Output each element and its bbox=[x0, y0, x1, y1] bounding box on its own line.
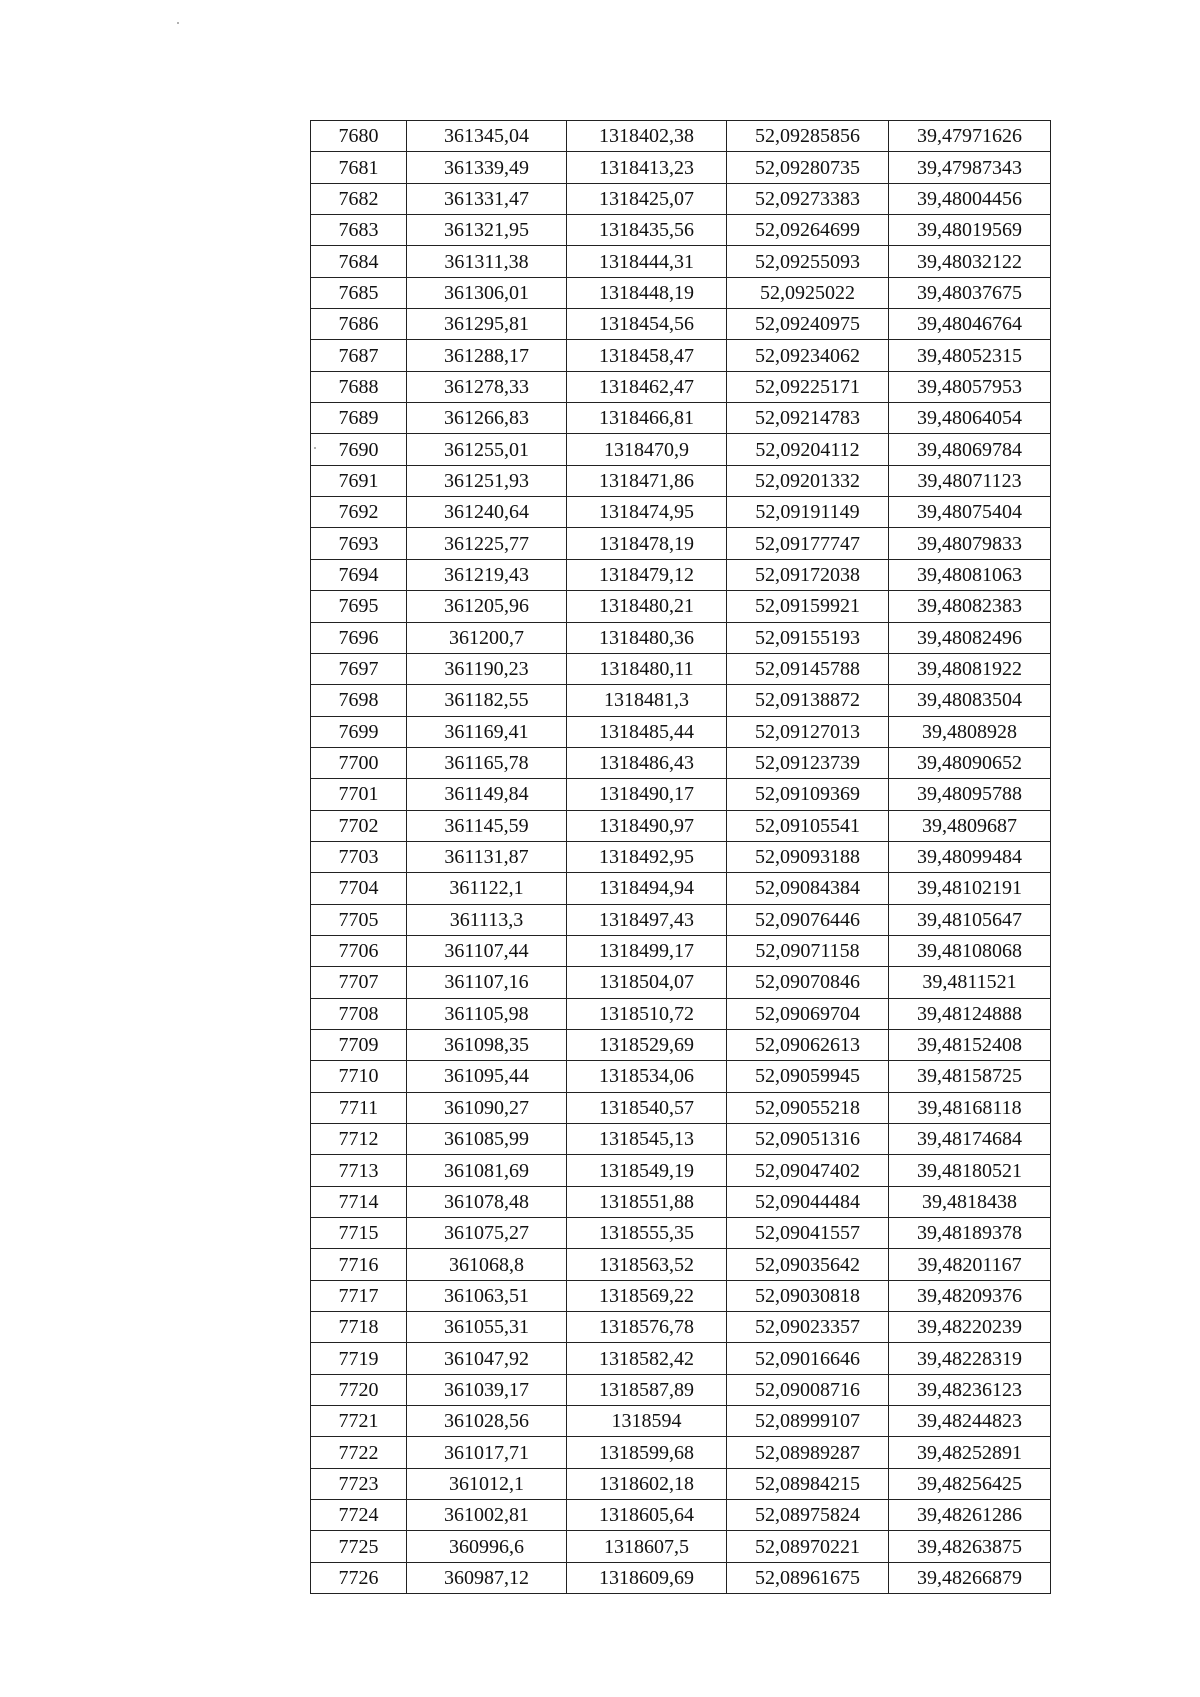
y-coordinate-cell: 1318602,18 bbox=[567, 1468, 727, 1499]
table-row bbox=[311, 1186, 1051, 1217]
x-coordinate-cell: 361169,41 bbox=[407, 716, 567, 747]
point-number-cell: 7724 bbox=[311, 1500, 407, 1531]
latitude-cell: 52,0925022 bbox=[727, 277, 889, 308]
x-coordinate-cell: 361122,1 bbox=[407, 873, 567, 904]
latitude-cell: 52,09044484 bbox=[727, 1186, 889, 1217]
x-coordinate-cell: 361075,27 bbox=[407, 1218, 567, 1249]
latitude-cell: 52,09109369 bbox=[727, 779, 889, 810]
latitude-cell: 52,09127013 bbox=[727, 716, 889, 747]
point-number-cell: 7701 bbox=[311, 779, 407, 810]
latitude-cell: 52,08989287 bbox=[727, 1437, 889, 1468]
longitude-cell: 39,48083504 bbox=[889, 685, 1051, 716]
longitude-cell: 39,48102191 bbox=[889, 873, 1051, 904]
latitude-cell: 52,09191149 bbox=[727, 497, 889, 528]
y-coordinate-cell: 1318462,47 bbox=[567, 371, 727, 402]
latitude-cell: 52,09041557 bbox=[727, 1218, 889, 1249]
latitude-cell: 52,09062613 bbox=[727, 1029, 889, 1060]
y-coordinate-cell: 1318448,19 bbox=[567, 277, 727, 308]
y-coordinate-cell: 1318458,47 bbox=[567, 340, 727, 371]
point-number-cell: 7684 bbox=[311, 246, 407, 277]
point-number-cell: 7696 bbox=[311, 622, 407, 653]
y-coordinate-cell: 1318471,86 bbox=[567, 465, 727, 496]
y-coordinate-cell: 1318551,88 bbox=[567, 1186, 727, 1217]
y-coordinate-cell: 1318582,42 bbox=[567, 1343, 727, 1374]
x-coordinate-cell: 361028,56 bbox=[407, 1406, 567, 1437]
point-number-cell: 7690 bbox=[311, 434, 407, 465]
longitude-cell: 39,48052315 bbox=[889, 340, 1051, 371]
latitude-cell: 52,09055218 bbox=[727, 1092, 889, 1123]
point-number-cell: 7713 bbox=[311, 1155, 407, 1186]
x-coordinate-cell: 361219,43 bbox=[407, 559, 567, 590]
x-coordinate-cell: 361205,96 bbox=[407, 591, 567, 622]
latitude-cell: 52,08970221 bbox=[727, 1531, 889, 1562]
longitude-cell: 39,48071123 bbox=[889, 465, 1051, 496]
point-number-cell: 7683 bbox=[311, 215, 407, 246]
longitude-cell: 39,48180521 bbox=[889, 1155, 1051, 1186]
point-number-cell: 7726 bbox=[311, 1562, 407, 1593]
y-coordinate-cell: 1318492,95 bbox=[567, 841, 727, 872]
point-number-cell: 7694 bbox=[311, 559, 407, 590]
table-row bbox=[311, 403, 1051, 434]
table-row bbox=[311, 967, 1051, 998]
table-row bbox=[311, 1531, 1051, 1562]
table-row bbox=[311, 1468, 1051, 1499]
point-number-cell: 7704 bbox=[311, 873, 407, 904]
point-number-cell: 7680 bbox=[311, 121, 407, 152]
x-coordinate-cell: 361266,83 bbox=[407, 403, 567, 434]
point-number-cell: 7711 bbox=[311, 1092, 407, 1123]
longitude-cell: 39,4811521 bbox=[889, 967, 1051, 998]
longitude-cell: 39,48236123 bbox=[889, 1374, 1051, 1405]
point-number-cell: 7706 bbox=[311, 935, 407, 966]
point-number-cell: 7705 bbox=[311, 904, 407, 935]
x-coordinate-cell: 361085,99 bbox=[407, 1124, 567, 1155]
longitude-cell: 39,48201167 bbox=[889, 1249, 1051, 1280]
x-coordinate-cell: 361078,48 bbox=[407, 1186, 567, 1217]
point-number-cell: 7716 bbox=[311, 1249, 407, 1280]
y-coordinate-cell: 1318466,81 bbox=[567, 403, 727, 434]
longitude-cell: 39,48124888 bbox=[889, 998, 1051, 1029]
y-coordinate-cell: 1318444,31 bbox=[567, 246, 727, 277]
latitude-cell: 52,09076446 bbox=[727, 904, 889, 935]
longitude-cell: 39,48019569 bbox=[889, 215, 1051, 246]
point-number-cell: 7715 bbox=[311, 1218, 407, 1249]
y-coordinate-cell: 1318480,36 bbox=[567, 622, 727, 653]
y-coordinate-cell: 1318481,3 bbox=[567, 685, 727, 716]
x-coordinate-cell: 361278,33 bbox=[407, 371, 567, 402]
table-row bbox=[311, 1374, 1051, 1405]
y-coordinate-cell: 1318504,07 bbox=[567, 967, 727, 998]
latitude-cell: 52,09234062 bbox=[727, 340, 889, 371]
latitude-cell: 52,09070846 bbox=[727, 967, 889, 998]
point-number-cell: 7698 bbox=[311, 685, 407, 716]
longitude-cell: 39,48209376 bbox=[889, 1280, 1051, 1311]
y-coordinate-cell: 1318540,57 bbox=[567, 1092, 727, 1123]
longitude-cell: 39,48152408 bbox=[889, 1029, 1051, 1060]
point-number-cell: 7707 bbox=[311, 967, 407, 998]
x-coordinate-cell: 361345,04 bbox=[407, 121, 567, 152]
longitude-cell: 39,48220239 bbox=[889, 1312, 1051, 1343]
latitude-cell: 52,09123739 bbox=[727, 747, 889, 778]
y-coordinate-cell: 1318587,89 bbox=[567, 1374, 727, 1405]
x-coordinate-cell: 361055,31 bbox=[407, 1312, 567, 1343]
point-number-cell: 7685 bbox=[311, 277, 407, 308]
latitude-cell: 52,09240975 bbox=[727, 309, 889, 340]
y-coordinate-cell: 1318609,69 bbox=[567, 1562, 727, 1593]
point-number-cell: 7700 bbox=[311, 747, 407, 778]
table-row bbox=[311, 309, 1051, 340]
latitude-cell: 52,08999107 bbox=[727, 1406, 889, 1437]
longitude-cell: 39,48261286 bbox=[889, 1500, 1051, 1531]
y-coordinate-cell: 1318599,68 bbox=[567, 1437, 727, 1468]
point-number-cell: 7703 bbox=[311, 841, 407, 872]
longitude-cell: 39,48081922 bbox=[889, 653, 1051, 684]
y-coordinate-cell: 1318555,35 bbox=[567, 1218, 727, 1249]
table-row bbox=[311, 215, 1051, 246]
table-row bbox=[311, 1155, 1051, 1186]
y-coordinate-cell: 1318607,5 bbox=[567, 1531, 727, 1562]
point-number-cell: 7691 bbox=[311, 465, 407, 496]
x-coordinate-cell: 361165,78 bbox=[407, 747, 567, 778]
table-row bbox=[311, 1406, 1051, 1437]
x-coordinate-cell: 361002,81 bbox=[407, 1500, 567, 1531]
longitude-cell: 39,48263875 bbox=[889, 1531, 1051, 1562]
table-row bbox=[311, 340, 1051, 371]
latitude-cell: 52,09273383 bbox=[727, 183, 889, 214]
latitude-cell: 52,09105541 bbox=[727, 810, 889, 841]
table-row bbox=[311, 841, 1051, 872]
scan-speck bbox=[177, 22, 179, 24]
y-coordinate-cell: 1318490,17 bbox=[567, 779, 727, 810]
x-coordinate-cell: 361039,17 bbox=[407, 1374, 567, 1405]
table-row bbox=[311, 1500, 1051, 1531]
x-coordinate-cell: 361090,27 bbox=[407, 1092, 567, 1123]
latitude-cell: 52,09155193 bbox=[727, 622, 889, 653]
latitude-cell: 52,09093188 bbox=[727, 841, 889, 872]
x-coordinate-cell: 361149,84 bbox=[407, 779, 567, 810]
table-row bbox=[311, 1249, 1051, 1280]
longitude-cell: 39,48079833 bbox=[889, 528, 1051, 559]
x-coordinate-cell: 361190,23 bbox=[407, 653, 567, 684]
longitude-cell: 39,48004456 bbox=[889, 183, 1051, 214]
table-row bbox=[311, 904, 1051, 935]
y-coordinate-cell: 1318594 bbox=[567, 1406, 727, 1437]
point-number-cell: 7719 bbox=[311, 1343, 407, 1374]
x-coordinate-cell: 361339,49 bbox=[407, 152, 567, 183]
longitude-cell: 39,48174684 bbox=[889, 1124, 1051, 1155]
longitude-cell: 39,48057953 bbox=[889, 371, 1051, 402]
x-coordinate-cell: 361081,69 bbox=[407, 1155, 567, 1186]
y-coordinate-cell: 1318494,94 bbox=[567, 873, 727, 904]
longitude-cell: 39,48095788 bbox=[889, 779, 1051, 810]
point-number-cell: 7722 bbox=[311, 1437, 407, 1468]
point-number-cell: 7708 bbox=[311, 998, 407, 1029]
x-coordinate-cell: 361321,95 bbox=[407, 215, 567, 246]
latitude-cell: 52,09030818 bbox=[727, 1280, 889, 1311]
table-row bbox=[311, 998, 1051, 1029]
table-row bbox=[311, 246, 1051, 277]
point-number-cell: 7709 bbox=[311, 1029, 407, 1060]
table-row bbox=[311, 1061, 1051, 1092]
longitude-cell: 39,48082383 bbox=[889, 591, 1051, 622]
latitude-cell: 52,09225171 bbox=[727, 371, 889, 402]
x-coordinate-cell: 361200,7 bbox=[407, 622, 567, 653]
x-coordinate-cell: 361288,17 bbox=[407, 340, 567, 371]
latitude-cell: 52,08975824 bbox=[727, 1500, 889, 1531]
table-row bbox=[311, 591, 1051, 622]
x-coordinate-cell: 360987,12 bbox=[407, 1562, 567, 1593]
latitude-cell: 52,09159921 bbox=[727, 591, 889, 622]
longitude-cell: 39,48158725 bbox=[889, 1061, 1051, 1092]
table-row bbox=[311, 559, 1051, 590]
latitude-cell: 52,09023357 bbox=[727, 1312, 889, 1343]
table-row bbox=[311, 1312, 1051, 1343]
y-coordinate-cell: 1318534,06 bbox=[567, 1061, 727, 1092]
latitude-cell: 52,09008716 bbox=[727, 1374, 889, 1405]
longitude-cell: 39,48069784 bbox=[889, 434, 1051, 465]
y-coordinate-cell: 1318470,9 bbox=[567, 434, 727, 465]
y-coordinate-cell: 1318480,11 bbox=[567, 653, 727, 684]
longitude-cell: 39,47971626 bbox=[889, 121, 1051, 152]
point-number-cell: 7689 bbox=[311, 403, 407, 434]
table-row bbox=[311, 622, 1051, 653]
table-row bbox=[311, 152, 1051, 183]
point-number-cell: 7697 bbox=[311, 653, 407, 684]
point-number-cell: 7725 bbox=[311, 1531, 407, 1562]
latitude-cell: 52,08984215 bbox=[727, 1468, 889, 1499]
point-number-cell: 7717 bbox=[311, 1280, 407, 1311]
x-coordinate-cell: 361107,16 bbox=[407, 967, 567, 998]
longitude-cell: 39,4808928 bbox=[889, 716, 1051, 747]
point-number-cell: 7692 bbox=[311, 497, 407, 528]
y-coordinate-cell: 1318478,19 bbox=[567, 528, 727, 559]
y-coordinate-cell: 1318549,19 bbox=[567, 1155, 727, 1186]
x-coordinate-cell: 361113,3 bbox=[407, 904, 567, 935]
latitude-cell: 52,09285856 bbox=[727, 121, 889, 152]
longitude-cell: 39,48090652 bbox=[889, 747, 1051, 778]
point-number-cell: 7695 bbox=[311, 591, 407, 622]
x-coordinate-cell: 361095,44 bbox=[407, 1061, 567, 1092]
x-coordinate-cell: 361145,59 bbox=[407, 810, 567, 841]
x-coordinate-cell: 361131,87 bbox=[407, 841, 567, 872]
x-coordinate-cell: 361098,35 bbox=[407, 1029, 567, 1060]
y-coordinate-cell: 1318485,44 bbox=[567, 716, 727, 747]
y-coordinate-cell: 1318454,56 bbox=[567, 309, 727, 340]
latitude-cell: 52,09138872 bbox=[727, 685, 889, 716]
table-row bbox=[311, 1280, 1051, 1311]
point-number-cell: 7720 bbox=[311, 1374, 407, 1405]
longitude-cell: 39,48105647 bbox=[889, 904, 1051, 935]
latitude-cell: 52,08961675 bbox=[727, 1562, 889, 1593]
y-coordinate-cell: 1318413,23 bbox=[567, 152, 727, 183]
y-coordinate-cell: 1318402,38 bbox=[567, 121, 727, 152]
latitude-cell: 52,09204112 bbox=[727, 434, 889, 465]
x-coordinate-cell: 361047,92 bbox=[407, 1343, 567, 1374]
y-coordinate-cell: 1318510,72 bbox=[567, 998, 727, 1029]
longitude-cell: 39,48082496 bbox=[889, 622, 1051, 653]
latitude-cell: 52,09280735 bbox=[727, 152, 889, 183]
point-number-cell: 7686 bbox=[311, 309, 407, 340]
longitude-cell: 39,48037675 bbox=[889, 277, 1051, 308]
table-row bbox=[311, 1218, 1051, 1249]
y-coordinate-cell: 1318545,13 bbox=[567, 1124, 727, 1155]
table-row bbox=[311, 1124, 1051, 1155]
latitude-cell: 52,09069704 bbox=[727, 998, 889, 1029]
point-number-cell: 7714 bbox=[311, 1186, 407, 1217]
latitude-cell: 52,09264699 bbox=[727, 215, 889, 246]
table-row bbox=[311, 779, 1051, 810]
point-number-cell: 7718 bbox=[311, 1312, 407, 1343]
longitude-cell: 39,4818438 bbox=[889, 1186, 1051, 1217]
y-coordinate-cell: 1318497,43 bbox=[567, 904, 727, 935]
latitude-cell: 52,09051316 bbox=[727, 1124, 889, 1155]
point-number-cell: 7723 bbox=[311, 1468, 407, 1499]
point-number-cell: 7710 bbox=[311, 1061, 407, 1092]
point-number-cell: 7712 bbox=[311, 1124, 407, 1155]
table-row bbox=[311, 121, 1051, 152]
longitude-cell: 39,48244823 bbox=[889, 1406, 1051, 1437]
y-coordinate-cell: 1318486,43 bbox=[567, 747, 727, 778]
y-coordinate-cell: 1318425,07 bbox=[567, 183, 727, 214]
longitude-cell: 39,48266879 bbox=[889, 1562, 1051, 1593]
point-number-cell: 7693 bbox=[311, 528, 407, 559]
point-number-cell: 7721 bbox=[311, 1406, 407, 1437]
x-coordinate-cell: 361063,51 bbox=[407, 1280, 567, 1311]
table-row bbox=[311, 810, 1051, 841]
coordinates-table-body bbox=[311, 121, 1051, 1594]
x-coordinate-cell: 361017,71 bbox=[407, 1437, 567, 1468]
point-number-cell: 7687 bbox=[311, 340, 407, 371]
longitude-cell: 39,48099484 bbox=[889, 841, 1051, 872]
longitude-cell: 39,48032122 bbox=[889, 246, 1051, 277]
x-coordinate-cell: 361255,01 bbox=[407, 434, 567, 465]
latitude-cell: 52,09255093 bbox=[727, 246, 889, 277]
y-coordinate-cell: 1318499,17 bbox=[567, 935, 727, 966]
latitude-cell: 52,09035642 bbox=[727, 1249, 889, 1280]
table-row bbox=[311, 465, 1051, 496]
latitude-cell: 52,09214783 bbox=[727, 403, 889, 434]
latitude-cell: 52,09016646 bbox=[727, 1343, 889, 1374]
longitude-cell: 39,48168118 bbox=[889, 1092, 1051, 1123]
point-number-cell: 7681 bbox=[311, 152, 407, 183]
x-coordinate-cell: 361107,44 bbox=[407, 935, 567, 966]
longitude-cell: 39,48189378 bbox=[889, 1218, 1051, 1249]
table-row bbox=[311, 1092, 1051, 1123]
table-row bbox=[311, 371, 1051, 402]
y-coordinate-cell: 1318569,22 bbox=[567, 1280, 727, 1311]
point-number-cell: 7702 bbox=[311, 810, 407, 841]
table-row bbox=[311, 1437, 1051, 1468]
y-coordinate-cell: 1318474,95 bbox=[567, 497, 727, 528]
y-coordinate-cell: 1318529,69 bbox=[567, 1029, 727, 1060]
x-coordinate-cell: 361182,55 bbox=[407, 685, 567, 716]
x-coordinate-cell: 361105,98 bbox=[407, 998, 567, 1029]
y-coordinate-cell: 1318435,56 bbox=[567, 215, 727, 246]
longitude-cell: 39,48064054 bbox=[889, 403, 1051, 434]
table-row bbox=[311, 1343, 1051, 1374]
x-coordinate-cell: 361225,77 bbox=[407, 528, 567, 559]
point-number-cell: 7682 bbox=[311, 183, 407, 214]
y-coordinate-cell: 1318479,12 bbox=[567, 559, 727, 590]
y-coordinate-cell: 1318576,78 bbox=[567, 1312, 727, 1343]
table-row bbox=[311, 716, 1051, 747]
table-row bbox=[311, 1029, 1051, 1060]
x-coordinate-cell: 361311,38 bbox=[407, 246, 567, 277]
table-row bbox=[311, 277, 1051, 308]
x-coordinate-cell: 361331,47 bbox=[407, 183, 567, 214]
longitude-cell: 39,48046764 bbox=[889, 309, 1051, 340]
x-coordinate-cell: 361306,01 bbox=[407, 277, 567, 308]
latitude-cell: 52,09177747 bbox=[727, 528, 889, 559]
y-coordinate-cell: 1318490,97 bbox=[567, 810, 727, 841]
latitude-cell: 52,09059945 bbox=[727, 1061, 889, 1092]
longitude-cell: 39,48228319 bbox=[889, 1343, 1051, 1374]
coordinates-table bbox=[310, 120, 1051, 1594]
table-row bbox=[311, 497, 1051, 528]
y-coordinate-cell: 1318605,64 bbox=[567, 1500, 727, 1531]
latitude-cell: 52,09201332 bbox=[727, 465, 889, 496]
table-row bbox=[311, 653, 1051, 684]
table-row bbox=[311, 935, 1051, 966]
x-coordinate-cell: 360996,6 bbox=[407, 1531, 567, 1562]
latitude-cell: 52,09084384 bbox=[727, 873, 889, 904]
latitude-cell: 52,09145788 bbox=[727, 653, 889, 684]
longitude-cell: 39,48081063 bbox=[889, 559, 1051, 590]
x-coordinate-cell: 361068,8 bbox=[407, 1249, 567, 1280]
x-coordinate-cell: 361295,81 bbox=[407, 309, 567, 340]
x-coordinate-cell: 361012,1 bbox=[407, 1468, 567, 1499]
latitude-cell: 52,09047402 bbox=[727, 1155, 889, 1186]
table-row bbox=[311, 685, 1051, 716]
longitude-cell: 39,4809687 bbox=[889, 810, 1051, 841]
longitude-cell: 39,48108068 bbox=[889, 935, 1051, 966]
table-row bbox=[311, 434, 1051, 465]
longitude-cell: 39,48075404 bbox=[889, 497, 1051, 528]
latitude-cell: 52,09172038 bbox=[727, 559, 889, 590]
point-number-cell: 7688 bbox=[311, 371, 407, 402]
latitude-cell: 52,09071158 bbox=[727, 935, 889, 966]
table-row bbox=[311, 873, 1051, 904]
x-coordinate-cell: 361240,64 bbox=[407, 497, 567, 528]
point-number-cell: 7699 bbox=[311, 716, 407, 747]
table-row bbox=[311, 528, 1051, 559]
x-coordinate-cell: 361251,93 bbox=[407, 465, 567, 496]
table-row bbox=[311, 747, 1051, 778]
table-row bbox=[311, 1562, 1051, 1593]
y-coordinate-cell: 1318480,21 bbox=[567, 591, 727, 622]
table-row bbox=[311, 183, 1051, 214]
longitude-cell: 39,47987343 bbox=[889, 152, 1051, 183]
longitude-cell: 39,48252891 bbox=[889, 1437, 1051, 1468]
y-coordinate-cell: 1318563,52 bbox=[567, 1249, 727, 1280]
longitude-cell: 39,48256425 bbox=[889, 1468, 1051, 1499]
